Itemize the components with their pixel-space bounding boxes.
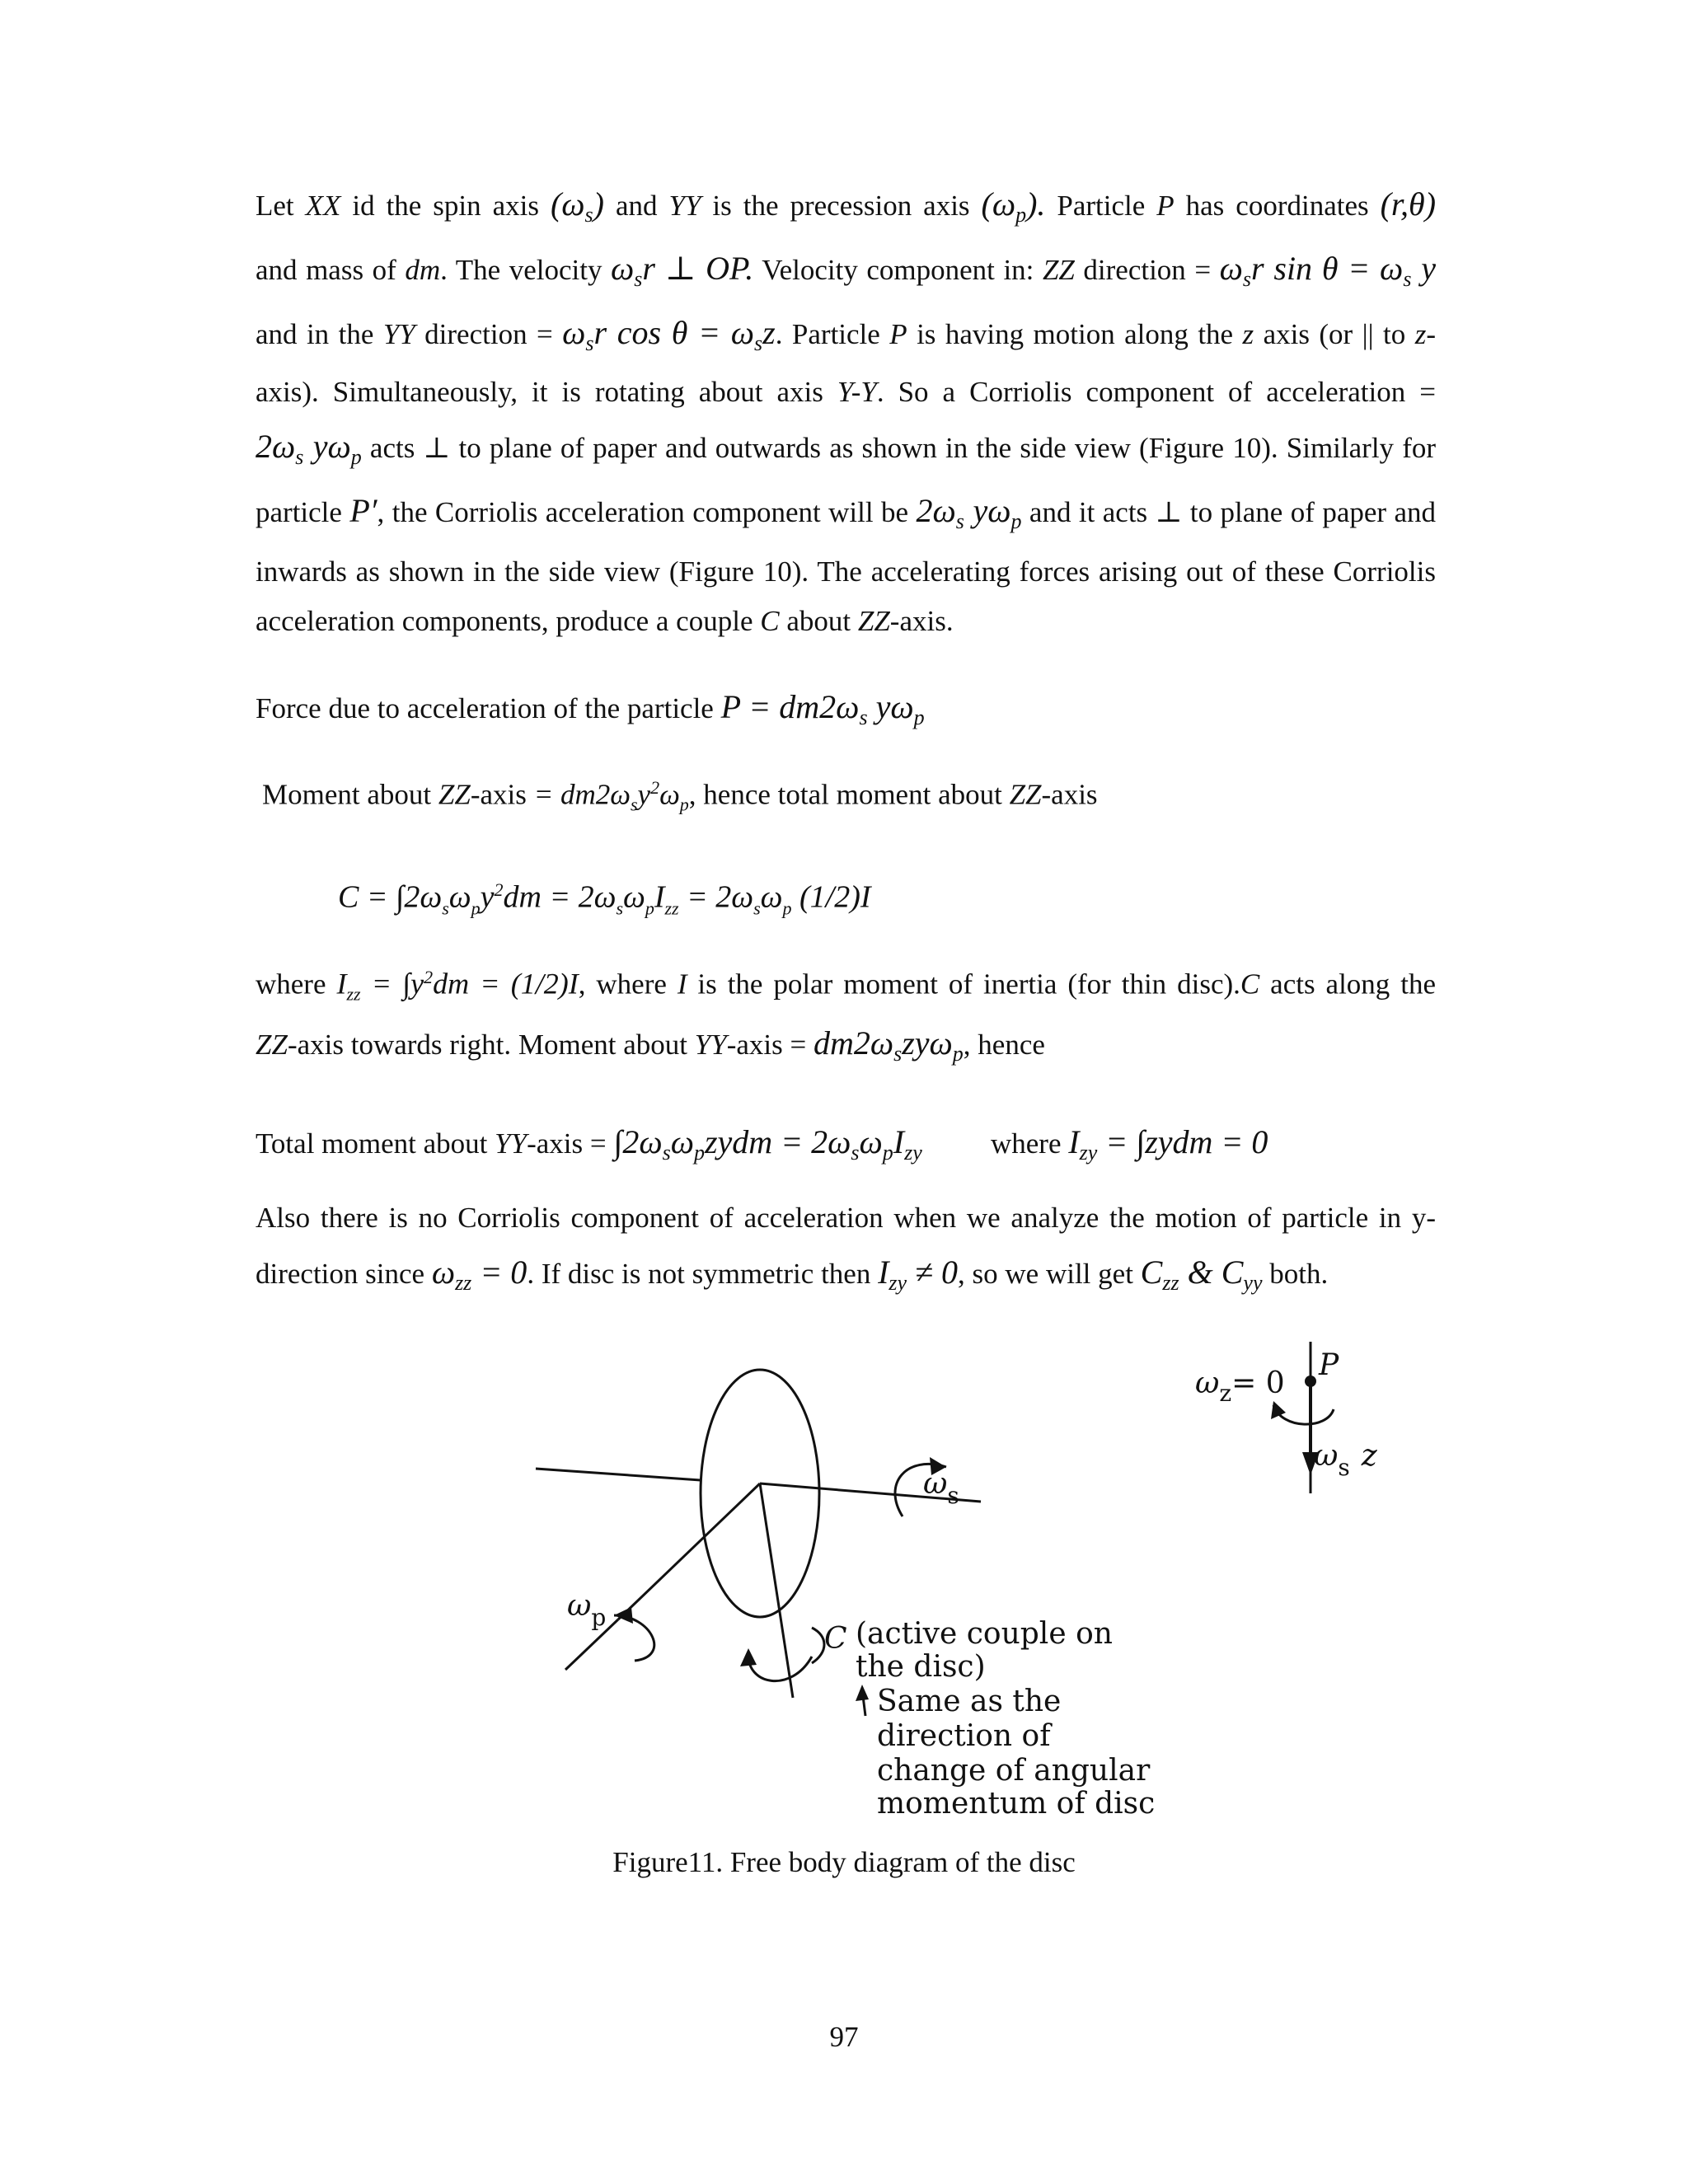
- where-izz-line: where $I_{zz} = \int y^2dm = (1/2)I$, where I is the polar moment of inertia (for thin disc).C acts along the: [256, 967, 1436, 1005]
- para1-line3: and in the YY direction = $\omega_sr$ $\cos \theta = \omega_sz$. Particle P is having motion along the z axis (or || to z-: [256, 314, 1436, 355]
- figure-caption: Figure11. Free body diagram of the disc: [612, 1846, 1076, 1878]
- side-p-label: P: [1319, 1348, 1339, 1382]
- note-line4: momentum of disc: [877, 1787, 1156, 1821]
- omega-s-label: ω: [923, 1467, 948, 1501]
- also-line2: direction since $\omega_{zz} = 0$. If disc is not symmetric then $I_{zy} \ne 0$, so we will get $C_{zz}$ & $C_{yy}$ both.: [256, 1254, 1329, 1295]
- moment-zz-line: Moment about ZZ-axis = $dm2\omega_sy^2\omega_p$, hence total moment about ZZ-axis: [262, 777, 1098, 815]
- svg-text:ωz= 0: [1195, 1366, 1285, 1407]
- radius-line-left: [618, 1483, 760, 1619]
- side-omega-s-label: ω: [1314, 1439, 1339, 1473]
- disc-ellipse: [701, 1370, 819, 1617]
- omega-s-sub: s: [947, 1482, 959, 1509]
- where-izy-line: where $I_{zy}$ = ∫zydm = 0: [991, 1123, 1268, 1165]
- omega-p-sub: p: [591, 1604, 607, 1631]
- svg-text:ωsz: [1314, 1439, 1378, 1481]
- side-omega-sub: z: [1219, 1380, 1232, 1407]
- para1-line2: and mass of dm. The velocity $\omega_sr$ ⊥ OP. Velocity component in: ZZ direction = $\omega_sr$ $\sin \theta = \omega_s$ y: [256, 250, 1436, 291]
- note-arrowhead: [856, 1685, 869, 1701]
- also-line1: Also there is no Corriolis component of acceleration when we analyze the motion of particle in y-: [256, 1202, 1436, 1234]
- zz-towards-right-line: ZZ-axis towards right. Moment about YY-axis = $dm2\omega_szy\omega_p$, hence: [256, 1024, 1045, 1066]
- couple-arrowhead: [740, 1648, 757, 1666]
- para1-line5: $2\omega_s$ $y\omega_p$ acts ⊥ to plane of paper and outwards as shown in the side view (Figure 10). Similarly for: [256, 428, 1437, 469]
- note-line3: change of angular: [877, 1754, 1151, 1788]
- precession-arrow-arc: [614, 1615, 654, 1661]
- svg-text:ωp: [567, 1589, 606, 1631]
- side-omega-label: ω: [1195, 1366, 1220, 1400]
- couple-arrow-arc: [748, 1652, 812, 1681]
- side-z-label: z: [1361, 1439, 1377, 1473]
- spin-axis-left: [536, 1469, 701, 1480]
- svg-text:ωs: [923, 1467, 959, 1509]
- couple-c-label: C: [824, 1622, 847, 1656]
- omega-p-label: ω: [567, 1589, 592, 1623]
- para1-line8: acceleration components, produce a couple C about ZZ-axis.: [256, 605, 954, 637]
- side-omega-s-sub: s: [1338, 1454, 1350, 1481]
- couple-note-line1: (active couple on: [856, 1617, 1113, 1651]
- page-number: 97: [829, 2021, 859, 2053]
- note-line1: Same as the: [877, 1685, 1062, 1718]
- para1-line6: particle P′, the Corriolis acceleration component will be $2\omega_s$ $y\omega_p$ and it acts ⊥ to plane of paper and: [256, 492, 1437, 533]
- side-rotation-arrowhead: [1271, 1401, 1286, 1419]
- para1-line7: inwards as shown in the side view (Figure 10). The accelerating forces arising out of these Corriolis: [256, 555, 1436, 588]
- note-line2: direction of: [877, 1719, 1051, 1753]
- side-rotation-arc: [1273, 1405, 1334, 1424]
- equation-c: $C = \int 2\omega_s\omega_py^2dm = 2\omega_s\omega_pI_{zz} = 2\omega_s\omega_p$ (1/2)I: [338, 879, 871, 919]
- side-arrow-shaft: [1309, 1381, 1312, 1455]
- couple-right-arc: [812, 1628, 824, 1663]
- total-moment-yy-line: Total moment about YY-axis = $\int 2\omega_s\omega_pzydm = 2\omega_s\omega_pI_{zy}$: [256, 1123, 922, 1165]
- force-line: Force due to acceleration of the particle $P = dm2\omega_s$ $y\omega_p$: [256, 688, 925, 729]
- side-omega-eq: = 0: [1231, 1366, 1285, 1400]
- para1-line1: Let XX id the spin axis $(\omega_s)$ and YY is the precession axis $(\omega_p)$. Particle P has coordinates (r,θ): [256, 185, 1437, 227]
- radius-line-down: [760, 1483, 793, 1698]
- couple-note-line2: the disc): [856, 1650, 986, 1684]
- para1-line4: axis). Simultaneously, it is rotating about axis Y-Y. So a Corriolis component of acceleration =: [256, 376, 1436, 408]
